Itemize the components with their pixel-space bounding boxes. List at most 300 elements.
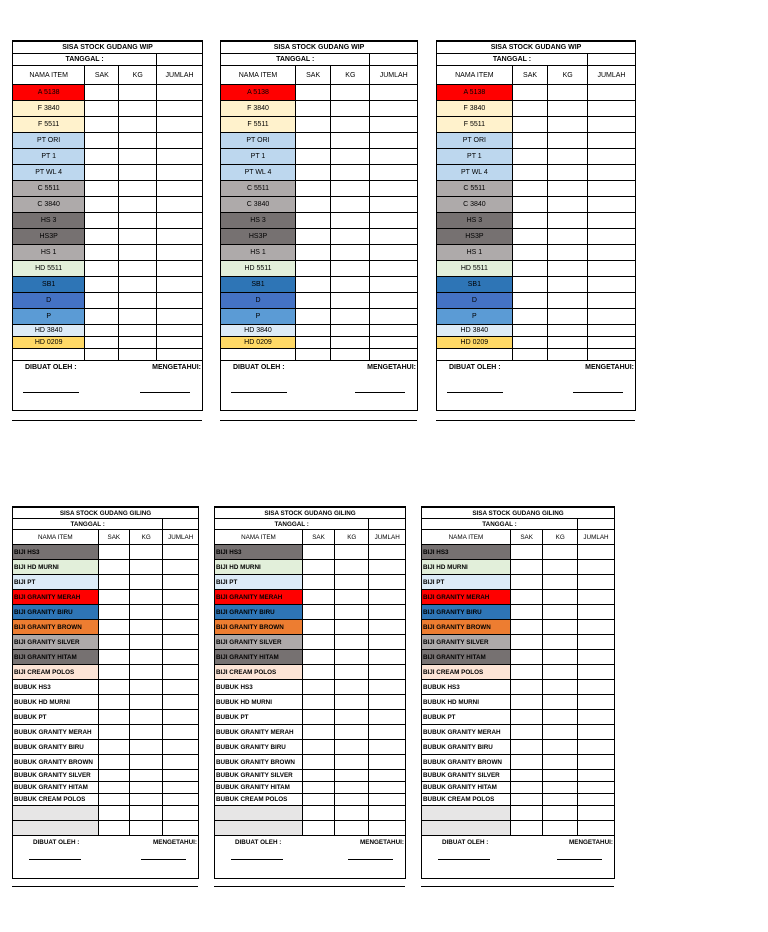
jumlah-cell[interactable] — [578, 755, 615, 770]
jumlah-cell[interactable] — [578, 590, 615, 605]
kg-cell[interactable] — [130, 725, 163, 740]
sak-cell[interactable] — [302, 695, 334, 710]
sak-cell[interactable] — [295, 261, 330, 277]
blank-item-name[interactable] — [13, 349, 85, 361]
sak-cell[interactable] — [85, 85, 119, 101]
kg-cell[interactable] — [130, 650, 163, 665]
signature-line-dibuat[interactable] — [447, 392, 503, 393]
kg-cell[interactable] — [331, 149, 370, 165]
sak-cell[interactable] — [302, 794, 334, 806]
jumlah-cell[interactable] — [369, 650, 405, 665]
kg-cell[interactable] — [331, 117, 370, 133]
kg-cell[interactable] — [331, 101, 370, 117]
kg-cell[interactable] — [548, 181, 588, 197]
kg-cell[interactable] — [130, 590, 163, 605]
jumlah-cell[interactable] — [578, 725, 615, 740]
kg-cell[interactable] — [130, 605, 163, 620]
kg-cell[interactable] — [548, 213, 588, 229]
jumlah-cell[interactable] — [157, 349, 202, 361]
sak-cell[interactable] — [512, 85, 548, 101]
kg-cell[interactable] — [335, 650, 369, 665]
jumlah-cell[interactable] — [578, 620, 615, 635]
jumlah-cell[interactable] — [370, 293, 417, 309]
sak-cell[interactable] — [85, 309, 119, 325]
jumlah-cell[interactable] — [587, 277, 635, 293]
sak-cell[interactable] — [295, 133, 330, 149]
sak-cell[interactable] — [510, 545, 543, 560]
kg-cell[interactable] — [543, 635, 578, 650]
jumlah-cell[interactable] — [157, 293, 202, 309]
kg-cell[interactable] — [548, 261, 588, 277]
sak-cell[interactable] — [295, 245, 330, 261]
sak-cell[interactable] — [85, 229, 119, 245]
sak-cell[interactable] — [302, 725, 334, 740]
kg-cell[interactable] — [548, 349, 588, 361]
kg-cell[interactable] — [130, 575, 163, 590]
kg-cell[interactable] — [548, 309, 588, 325]
jumlah-cell[interactable] — [370, 229, 417, 245]
jumlah-cell[interactable] — [369, 560, 405, 575]
sak-cell[interactable] — [85, 261, 119, 277]
kg-cell[interactable] — [130, 620, 163, 635]
jumlah-cell[interactable] — [578, 575, 615, 590]
jumlah-cell[interactable] — [369, 806, 405, 821]
sak-cell[interactable] — [510, 740, 543, 755]
jumlah-cell[interactable] — [578, 560, 615, 575]
sak-cell[interactable] — [295, 101, 330, 117]
signature-line-dibuat[interactable] — [231, 392, 287, 393]
jumlah-cell[interactable] — [163, 575, 198, 590]
jumlah-cell[interactable] — [578, 821, 615, 836]
blank-item-name[interactable] — [215, 806, 302, 821]
jumlah-cell[interactable] — [369, 665, 405, 680]
sak-cell[interactable] — [512, 261, 548, 277]
kg-cell[interactable] — [335, 755, 369, 770]
jumlah-cell[interactable] — [157, 325, 202, 337]
sak-cell[interactable] — [295, 325, 330, 337]
jumlah-cell[interactable] — [369, 710, 405, 725]
kg-cell[interactable] — [548, 85, 588, 101]
sak-cell[interactable] — [295, 213, 330, 229]
sak-cell[interactable] — [302, 710, 334, 725]
sak-cell[interactable] — [295, 309, 330, 325]
kg-cell[interactable] — [130, 695, 163, 710]
sak-cell[interactable] — [85, 197, 119, 213]
sak-cell[interactable] — [85, 133, 119, 149]
kg-cell[interactable] — [543, 770, 578, 782]
sak-cell[interactable] — [510, 590, 543, 605]
jumlah-cell[interactable] — [578, 635, 615, 650]
jumlah-cell[interactable] — [370, 149, 417, 165]
jumlah-cell[interactable] — [157, 337, 202, 349]
jumlah-cell[interactable] — [163, 605, 198, 620]
jumlah-cell[interactable] — [369, 575, 405, 590]
sak-cell[interactable] — [302, 560, 334, 575]
jumlah-cell[interactable] — [587, 261, 635, 277]
jumlah-cell[interactable] — [587, 293, 635, 309]
kg-cell[interactable] — [331, 293, 370, 309]
sak-cell[interactable] — [512, 245, 548, 261]
kg-cell[interactable] — [548, 277, 588, 293]
date-value-cell[interactable] — [578, 519, 615, 530]
jumlah-cell[interactable] — [370, 349, 417, 361]
sak-cell[interactable] — [85, 117, 119, 133]
sak-cell[interactable] — [295, 337, 330, 349]
kg-cell[interactable] — [548, 293, 588, 309]
sak-cell[interactable] — [85, 337, 119, 349]
date-value-cell[interactable] — [163, 519, 198, 530]
kg-cell[interactable] — [331, 229, 370, 245]
kg-cell[interactable] — [130, 794, 163, 806]
jumlah-cell[interactable] — [369, 545, 405, 560]
sak-cell[interactable] — [295, 349, 330, 361]
jumlah-cell[interactable] — [163, 680, 198, 695]
kg-cell[interactable] — [130, 806, 163, 821]
jumlah-cell[interactable] — [370, 261, 417, 277]
jumlah-cell[interactable] — [157, 277, 202, 293]
jumlah-cell[interactable] — [370, 133, 417, 149]
jumlah-cell[interactable] — [370, 245, 417, 261]
kg-cell[interactable] — [335, 695, 369, 710]
kg-cell[interactable] — [130, 821, 163, 836]
sak-cell[interactable] — [512, 293, 548, 309]
blank-item-name[interactable] — [215, 821, 302, 836]
jumlah-cell[interactable] — [578, 695, 615, 710]
sak-cell[interactable] — [85, 149, 119, 165]
sak-cell[interactable] — [295, 149, 330, 165]
jumlah-cell[interactable] — [163, 545, 198, 560]
sak-cell[interactable] — [302, 590, 334, 605]
date-value-cell[interactable] — [157, 54, 202, 66]
kg-cell[interactable] — [548, 325, 588, 337]
kg-cell[interactable] — [119, 309, 157, 325]
kg-cell[interactable] — [335, 740, 369, 755]
sak-cell[interactable] — [98, 755, 129, 770]
blank-item-name[interactable] — [422, 821, 510, 836]
jumlah-cell[interactable] — [578, 806, 615, 821]
kg-cell[interactable] — [130, 635, 163, 650]
sak-cell[interactable] — [98, 620, 129, 635]
sak-cell[interactable] — [512, 277, 548, 293]
jumlah-cell[interactable] — [587, 117, 635, 133]
sak-cell[interactable] — [295, 85, 330, 101]
sak-cell[interactable] — [85, 245, 119, 261]
jumlah-cell[interactable] — [157, 101, 202, 117]
sak-cell[interactable] — [512, 337, 548, 349]
kg-cell[interactable] — [130, 545, 163, 560]
kg-cell[interactable] — [130, 680, 163, 695]
kg-cell[interactable] — [331, 309, 370, 325]
jumlah-cell[interactable] — [369, 794, 405, 806]
jumlah-cell[interactable] — [370, 85, 417, 101]
kg-cell[interactable] — [543, 794, 578, 806]
kg-cell[interactable] — [130, 755, 163, 770]
jumlah-cell[interactable] — [157, 133, 202, 149]
kg-cell[interactable] — [119, 117, 157, 133]
jumlah-cell[interactable] — [370, 277, 417, 293]
kg-cell[interactable] — [331, 85, 370, 101]
signature-line-mengetahui[interactable] — [141, 859, 186, 860]
jumlah-cell[interactable] — [578, 680, 615, 695]
sak-cell[interactable] — [512, 117, 548, 133]
kg-cell[interactable] — [543, 650, 578, 665]
kg-cell[interactable] — [335, 710, 369, 725]
sak-cell[interactable] — [295, 181, 330, 197]
sak-cell[interactable] — [295, 293, 330, 309]
kg-cell[interactable] — [335, 680, 369, 695]
jumlah-cell[interactable] — [578, 665, 615, 680]
sak-cell[interactable] — [85, 293, 119, 309]
sak-cell[interactable] — [302, 575, 334, 590]
jumlah-cell[interactable] — [370, 181, 417, 197]
sak-cell[interactable] — [510, 680, 543, 695]
kg-cell[interactable] — [119, 85, 157, 101]
jumlah-cell[interactable] — [163, 620, 198, 635]
kg-cell[interactable] — [543, 725, 578, 740]
jumlah-cell[interactable] — [369, 635, 405, 650]
jumlah-cell[interactable] — [163, 725, 198, 740]
kg-cell[interactable] — [119, 101, 157, 117]
sak-cell[interactable] — [510, 806, 543, 821]
sak-cell[interactable] — [512, 229, 548, 245]
kg-cell[interactable] — [548, 337, 588, 349]
jumlah-cell[interactable] — [157, 245, 202, 261]
kg-cell[interactable] — [119, 277, 157, 293]
sak-cell[interactable] — [510, 782, 543, 794]
sak-cell[interactable] — [510, 821, 543, 836]
sak-cell[interactable] — [302, 545, 334, 560]
kg-cell[interactable] — [331, 133, 370, 149]
jumlah-cell[interactable] — [370, 337, 417, 349]
jumlah-cell[interactable] — [369, 590, 405, 605]
kg-cell[interactable] — [130, 560, 163, 575]
jumlah-cell[interactable] — [163, 635, 198, 650]
blank-item-name[interactable] — [422, 806, 510, 821]
jumlah-cell[interactable] — [587, 181, 635, 197]
sak-cell[interactable] — [98, 806, 129, 821]
sak-cell[interactable] — [85, 181, 119, 197]
jumlah-cell[interactable] — [370, 325, 417, 337]
sak-cell[interactable] — [98, 770, 129, 782]
jumlah-cell[interactable] — [163, 710, 198, 725]
kg-cell[interactable] — [331, 325, 370, 337]
signature-line-dibuat[interactable] — [29, 859, 81, 860]
kg-cell[interactable] — [335, 635, 369, 650]
jumlah-cell[interactable] — [157, 117, 202, 133]
kg-cell[interactable] — [119, 149, 157, 165]
sak-cell[interactable] — [85, 277, 119, 293]
jumlah-cell[interactable] — [587, 229, 635, 245]
kg-cell[interactable] — [543, 575, 578, 590]
kg-cell[interactable] — [119, 197, 157, 213]
jumlah-cell[interactable] — [587, 101, 635, 117]
jumlah-cell[interactable] — [163, 560, 198, 575]
jumlah-cell[interactable] — [578, 794, 615, 806]
sak-cell[interactable] — [98, 821, 129, 836]
kg-cell[interactable] — [335, 821, 369, 836]
jumlah-cell[interactable] — [369, 725, 405, 740]
kg-cell[interactable] — [335, 545, 369, 560]
jumlah-cell[interactable] — [157, 261, 202, 277]
jumlah-cell[interactable] — [369, 680, 405, 695]
kg-cell[interactable] — [331, 337, 370, 349]
sak-cell[interactable] — [302, 665, 334, 680]
kg-cell[interactable] — [335, 806, 369, 821]
jumlah-cell[interactable] — [370, 197, 417, 213]
jumlah-cell[interactable] — [157, 85, 202, 101]
jumlah-cell[interactable] — [587, 309, 635, 325]
kg-cell[interactable] — [130, 782, 163, 794]
jumlah-cell[interactable] — [369, 770, 405, 782]
kg-cell[interactable] — [331, 245, 370, 261]
jumlah-cell[interactable] — [157, 165, 202, 181]
jumlah-cell[interactable] — [370, 309, 417, 325]
kg-cell[interactable] — [119, 245, 157, 261]
sak-cell[interactable] — [510, 650, 543, 665]
sak-cell[interactable] — [295, 117, 330, 133]
sak-cell[interactable] — [510, 794, 543, 806]
kg-cell[interactable] — [130, 740, 163, 755]
jumlah-cell[interactable] — [587, 349, 635, 361]
kg-cell[interactable] — [543, 740, 578, 755]
kg-cell[interactable] — [331, 213, 370, 229]
kg-cell[interactable] — [543, 710, 578, 725]
jumlah-cell[interactable] — [163, 695, 198, 710]
jumlah-cell[interactable] — [157, 213, 202, 229]
jumlah-cell[interactable] — [587, 85, 635, 101]
kg-cell[interactable] — [130, 770, 163, 782]
kg-cell[interactable] — [543, 680, 578, 695]
sak-cell[interactable] — [510, 725, 543, 740]
kg-cell[interactable] — [335, 620, 369, 635]
sak-cell[interactable] — [510, 605, 543, 620]
sak-cell[interactable] — [98, 575, 129, 590]
jumlah-cell[interactable] — [157, 149, 202, 165]
sak-cell[interactable] — [512, 181, 548, 197]
kg-cell[interactable] — [335, 794, 369, 806]
sak-cell[interactable] — [302, 782, 334, 794]
signature-line-mengetahui[interactable] — [140, 392, 190, 393]
kg-cell[interactable] — [548, 133, 588, 149]
signature-line-dibuat[interactable] — [23, 392, 79, 393]
signature-line-mengetahui[interactable] — [557, 859, 602, 860]
jumlah-cell[interactable] — [163, 821, 198, 836]
kg-cell[interactable] — [119, 261, 157, 277]
kg-cell[interactable] — [335, 770, 369, 782]
sak-cell[interactable] — [510, 635, 543, 650]
jumlah-cell[interactable] — [370, 101, 417, 117]
jumlah-cell[interactable] — [587, 133, 635, 149]
sak-cell[interactable] — [98, 740, 129, 755]
sak-cell[interactable] — [510, 710, 543, 725]
jumlah-cell[interactable] — [370, 117, 417, 133]
sak-cell[interactable] — [510, 755, 543, 770]
sak-cell[interactable] — [295, 197, 330, 213]
kg-cell[interactable] — [119, 213, 157, 229]
sak-cell[interactable] — [512, 197, 548, 213]
date-value-cell[interactable] — [587, 54, 635, 66]
sak-cell[interactable] — [302, 740, 334, 755]
jumlah-cell[interactable] — [163, 806, 198, 821]
kg-cell[interactable] — [335, 605, 369, 620]
signature-line-dibuat[interactable] — [231, 859, 283, 860]
kg-cell[interactable] — [119, 349, 157, 361]
sak-cell[interactable] — [85, 349, 119, 361]
kg-cell[interactable] — [548, 197, 588, 213]
kg-cell[interactable] — [335, 782, 369, 794]
sak-cell[interactable] — [510, 665, 543, 680]
kg-cell[interactable] — [119, 181, 157, 197]
kg-cell[interactable] — [543, 545, 578, 560]
jumlah-cell[interactable] — [369, 755, 405, 770]
jumlah-cell[interactable] — [163, 665, 198, 680]
sak-cell[interactable] — [512, 213, 548, 229]
kg-cell[interactable] — [543, 806, 578, 821]
jumlah-cell[interactable] — [578, 650, 615, 665]
sak-cell[interactable] — [98, 590, 129, 605]
sak-cell[interactable] — [512, 325, 548, 337]
jumlah-cell[interactable] — [157, 309, 202, 325]
kg-cell[interactable] — [335, 560, 369, 575]
kg-cell[interactable] — [331, 261, 370, 277]
kg-cell[interactable] — [119, 133, 157, 149]
jumlah-cell[interactable] — [578, 605, 615, 620]
jumlah-cell[interactable] — [369, 821, 405, 836]
kg-cell[interactable] — [543, 620, 578, 635]
sak-cell[interactable] — [98, 710, 129, 725]
kg-cell[interactable] — [335, 665, 369, 680]
jumlah-cell[interactable] — [369, 620, 405, 635]
kg-cell[interactable] — [543, 590, 578, 605]
sak-cell[interactable] — [510, 575, 543, 590]
sak-cell[interactable] — [510, 770, 543, 782]
kg-cell[interactable] — [119, 229, 157, 245]
kg-cell[interactable] — [119, 293, 157, 309]
sak-cell[interactable] — [98, 680, 129, 695]
date-value-cell[interactable] — [369, 519, 405, 530]
date-value-cell[interactable] — [370, 54, 417, 66]
sak-cell[interactable] — [302, 821, 334, 836]
jumlah-cell[interactable] — [587, 337, 635, 349]
sak-cell[interactable] — [98, 665, 129, 680]
signature-line-mengetahui[interactable] — [573, 392, 623, 393]
sak-cell[interactable] — [512, 149, 548, 165]
jumlah-cell[interactable] — [157, 197, 202, 213]
sak-cell[interactable] — [302, 770, 334, 782]
jumlah-cell[interactable] — [157, 229, 202, 245]
sak-cell[interactable] — [98, 545, 129, 560]
signature-line-dibuat[interactable] — [438, 859, 490, 860]
jumlah-cell[interactable] — [578, 782, 615, 794]
jumlah-cell[interactable] — [163, 755, 198, 770]
kg-cell[interactable] — [331, 181, 370, 197]
jumlah-cell[interactable] — [163, 770, 198, 782]
kg-cell[interactable] — [548, 101, 588, 117]
sak-cell[interactable] — [98, 794, 129, 806]
sak-cell[interactable] — [295, 229, 330, 245]
sak-cell[interactable] — [98, 695, 129, 710]
sak-cell[interactable] — [85, 165, 119, 181]
jumlah-cell[interactable] — [587, 165, 635, 181]
sak-cell[interactable] — [98, 560, 129, 575]
sak-cell[interactable] — [512, 101, 548, 117]
sak-cell[interactable] — [98, 605, 129, 620]
kg-cell[interactable] — [548, 165, 588, 181]
sak-cell[interactable] — [512, 133, 548, 149]
signature-line-mengetahui[interactable] — [355, 392, 405, 393]
kg-cell[interactable] — [548, 117, 588, 133]
kg-cell[interactable] — [543, 695, 578, 710]
